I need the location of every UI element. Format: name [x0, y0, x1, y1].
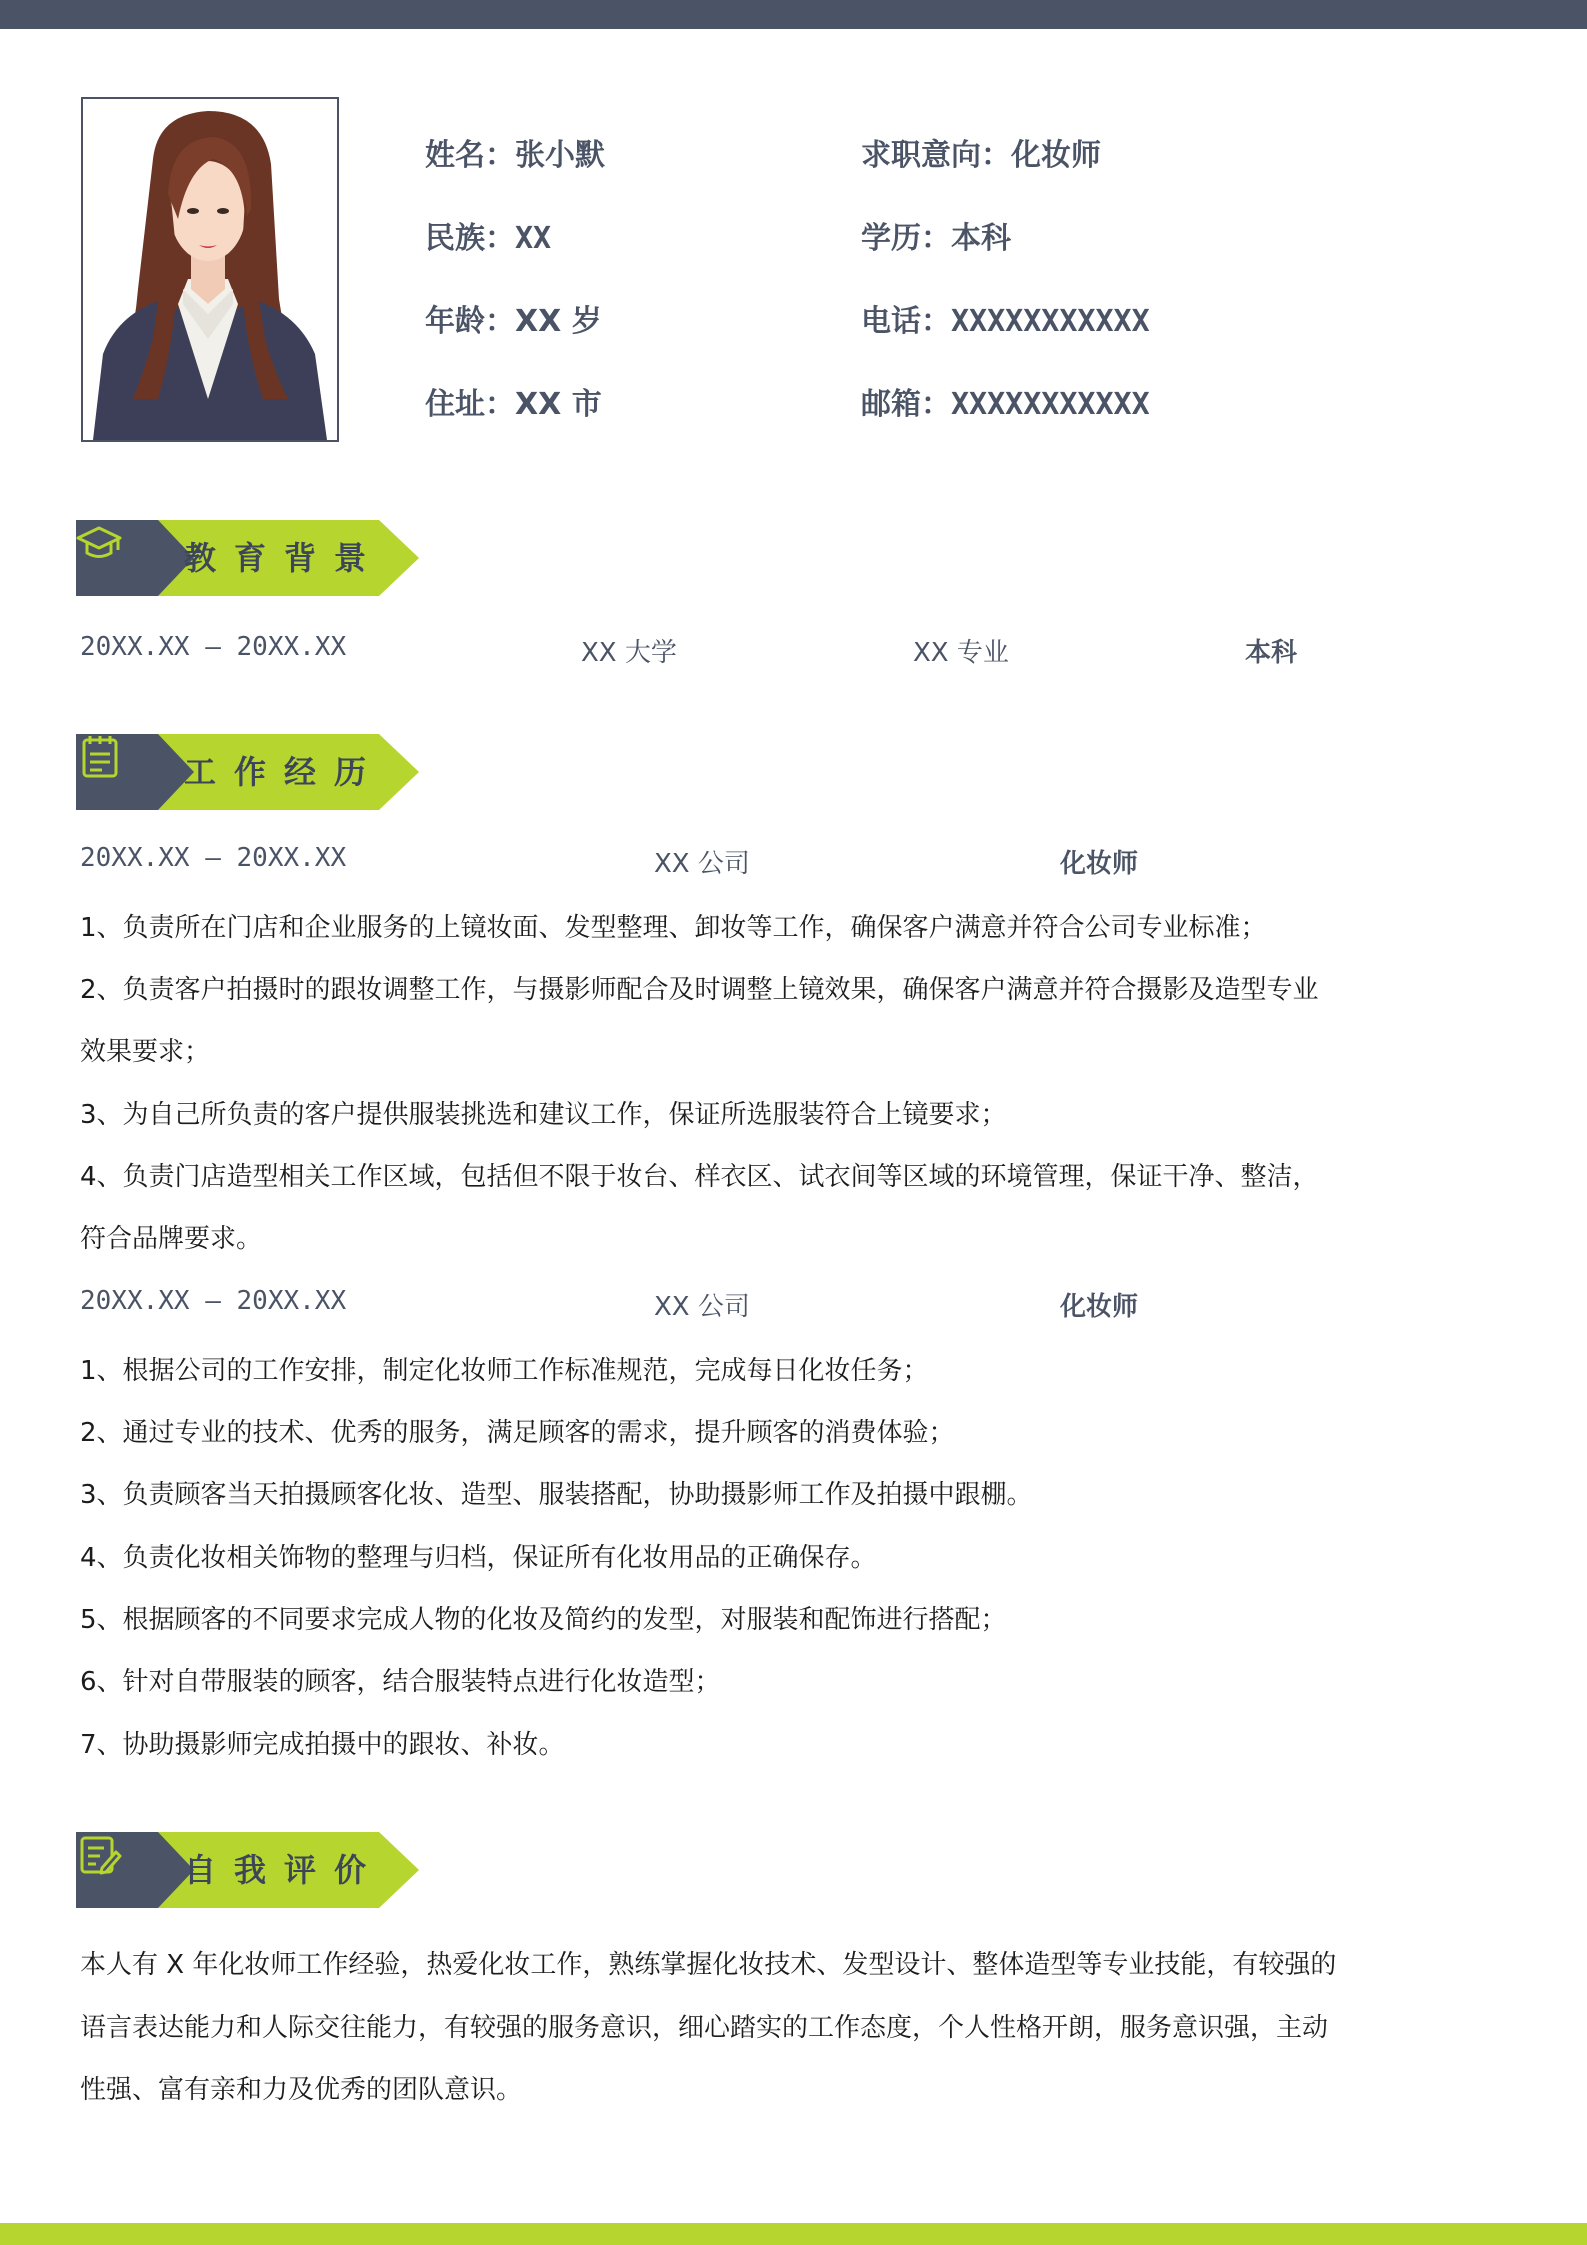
self-eval-line: 语言表达能力和人际交往能力，有较强的服务意识，细心踏实的工作态度，个人性格开朗，服务意识强，主动	[80, 2013, 1329, 2043]
job-2-duty-line: 1、根据公司的工作安排，制定化妆师工作标准规范，完成每日化妆任务；	[80, 1356, 929, 1386]
name-value: 张小默	[515, 138, 605, 173]
edit-note-icon	[76, 1832, 122, 1876]
job-1-role: 化妆师	[1060, 849, 1139, 879]
job-2-duty-line: 4、负责化妆相关饰物的整理与归档，保证所有化妆用品的正确保存。	[80, 1543, 877, 1573]
self-eval-line: 本人有 X 年化妆师工作经验，热爱化妆工作，熟练掌握化妆技术、发型设计、整体造型等专业技能，有较强的	[80, 1950, 1337, 1980]
address-value: XX 市	[515, 387, 602, 422]
education-section-title: 教育背景	[184, 539, 385, 577]
job-intent-value: 化妆师	[1011, 138, 1101, 173]
job-2-company: XX 公司	[654, 1292, 750, 1322]
education-section-header	[76, 520, 419, 596]
self-eval-line: 性强、富有亲和力及优秀的团队意识。	[80, 2075, 523, 2105]
job-1-duty-line: 1、负责所在门店和企业服务的上镜妆面、发型整理、卸妆等工作，确保客户满意并符合公司专业标准；	[80, 913, 1267, 943]
job-2-duty-line: 7、协助摄影师完成拍摄中的跟妆、补妆。	[80, 1730, 565, 1760]
education-period: 20XX.XX – 20XX.XX	[80, 632, 347, 662]
education-school: XX 大学	[581, 638, 677, 668]
ethnicity-field: 民族：XX	[425, 221, 552, 256]
graduation-cap-icon	[76, 520, 122, 564]
education-level-value: 本科	[951, 221, 1011, 256]
phone-value: XXXXXXXXXXX	[951, 304, 1150, 339]
work-section-title: 工作经历	[184, 753, 385, 791]
job-2-duty-line: 2、通过专业的技术、优秀的服务，满足顾客的需求，提升顾客的消费体验；	[80, 1418, 955, 1448]
education-level-field: 学历：本科	[861, 221, 1011, 256]
job-2-duty-line: 5、根据顾客的不同要求完成人物的化妆及简约的发型，对服装和配饰进行搭配；	[80, 1605, 1007, 1635]
email-field: 邮箱：XXXXXXXXXXX	[861, 387, 1150, 422]
job-2-period: 20XX.XX – 20XX.XX	[80, 1286, 347, 1316]
job-2-role: 化妆师	[1060, 1292, 1139, 1322]
ethnicity-value: XX	[515, 221, 552, 256]
education-degree: 本科	[1245, 638, 1298, 668]
job-intent-field: 求职意向：化妆师	[861, 138, 1101, 173]
age-value: XX 岁	[515, 304, 602, 339]
bottom-bar	[0, 2223, 1587, 2245]
job-1-duty-line: 3、为自己所负责的客户提供服装挑选和建议工作，保证所选服装符合上镜要求；	[80, 1100, 1007, 1130]
job-1-duty-line: 效果要求；	[80, 1037, 211, 1067]
job-2-duty-line: 3、负责顾客当天拍摄顾客化妆、造型、服装搭配，协助摄影师工作及拍摄中跟棚。	[80, 1480, 1033, 1510]
profile-photo	[81, 97, 339, 442]
notepad-icon	[76, 734, 122, 778]
phone-field: 电话：XXXXXXXXXXX	[861, 304, 1150, 339]
email-value: XXXXXXXXXXX	[951, 387, 1150, 422]
address-field: 住址：XX 市	[425, 387, 602, 422]
job-2-duty-line: 6、针对自带服装的顾客，结合服装特点进行化妆造型；	[80, 1667, 721, 1697]
job-1-period: 20XX.XX – 20XX.XX	[80, 843, 347, 873]
job-1-company: XX 公司	[654, 849, 750, 879]
education-major: XX 专业	[913, 638, 1009, 668]
self-eval-section-header	[76, 1832, 419, 1908]
top-bar	[0, 0, 1587, 29]
job-1-duty-line: 符合品牌要求。	[80, 1224, 263, 1254]
name-field: 姓名：张小默	[425, 138, 605, 173]
self-eval-section-title: 自我评价	[184, 1851, 385, 1889]
job-1-duty-line: 4、负责门店造型相关工作区域，包括但不限于妆台、样衣区、试衣间等区域的环境管理，保证干净、整洁，	[80, 1162, 1319, 1192]
job-1-duty-line: 2、负责客户拍摄时的跟妆调整工作，与摄影师配合及时调整上镜效果，确保客户满意并符合摄影及造型专业	[80, 975, 1319, 1005]
work-section-header	[76, 734, 419, 810]
age-field: 年龄：XX 岁	[425, 304, 602, 339]
